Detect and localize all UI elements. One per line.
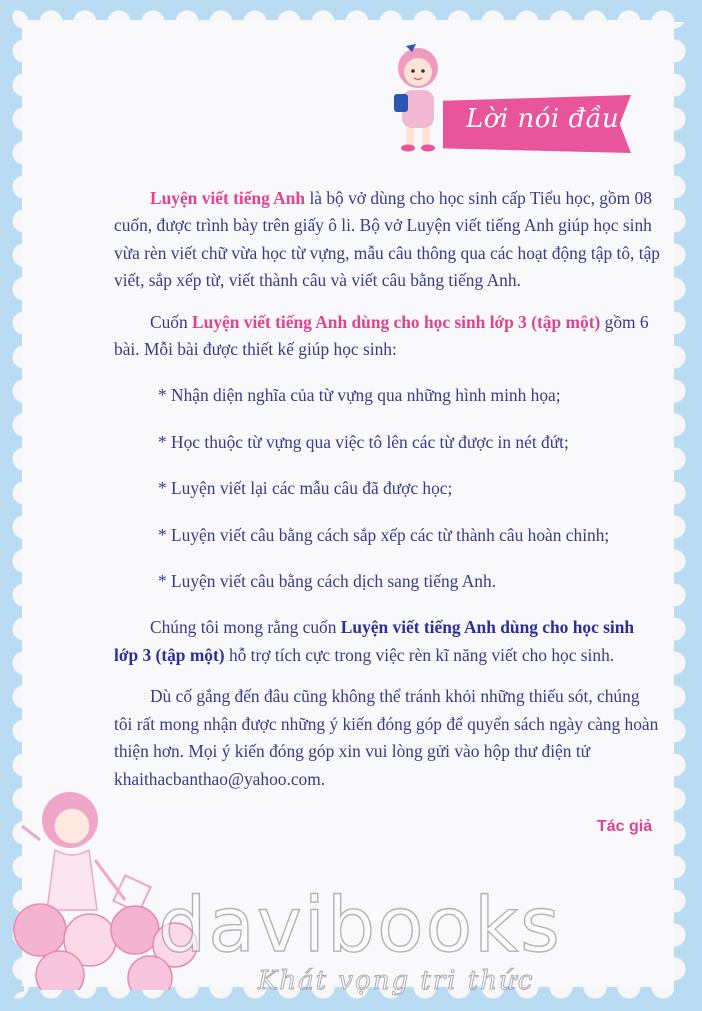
list-item: * Học thuộc từ vựng qua việc tô lên các từ được in nét đứt; [158, 431, 569, 452]
volume-title: Luyện viết tiếng Anh dùng cho học sinh lớp 3 (tập một) [192, 311, 601, 332]
watermark-brand: davibooks [158, 880, 562, 969]
hope-paragraph [114, 614, 662, 669]
volume-paragraph [114, 309, 662, 364]
girl-illustration [380, 38, 450, 158]
closing-paragraph: Dù cố gắng đến đâu cũng không thể tránh khỏi những thiếu sót, chúng tôi rất mong nhận được những ý kiến đóng góp để quyển sách ngày càng hoàn thiện hơn. Mọi ý kiến đóng góp xin vui lòng gửi vào hộp thư điện tử khaithacbanthao@yahoo.com. [114, 686, 659, 789]
hope-title: Luyện viết tiếng Anh dùng cho học sinh lớp 3 (tập một) [114, 617, 635, 665]
intro-paragraph [114, 185, 662, 295]
list-item: * Luyện viết câu bằng cách sắp xếp các từ thành câu hoàn chỉnh; [158, 524, 610, 545]
hope-prefix: Chúng tôi mong rằng cuốn [150, 617, 341, 638]
preface-body [114, 185, 662, 793]
frame-right [674, 0, 702, 1011]
book-name: Luyện viết tiếng Anh [150, 188, 306, 208]
intro-text: là bộ vở dùng cho học sinh cấp Tiểu học, gồm 08 cuốn, được trình bày trên giấy ô li. Bộ vở Luyện viết tiếng Anh giúp học sinh vừa rèn viết chữ vừa học từ vựng, mẫu câu thông qua các hoạt động tập tô, tập viết, sắp xếp từ, viết thành câu và viết câu bằng tiếng Anh. [114, 188, 660, 291]
list-item: * Luyện viết câu bằng cách dịch sang tiếng Anh. [158, 571, 497, 592]
hope-suffix: hỗ trợ tích cực trong việc rèn kĩ năng viết cho học sinh. [224, 644, 615, 665]
volume-prefix: Cuốn [150, 311, 193, 332]
volume-suffix: gồm 6 bài. Mỗi bài được thiết kế giúp học sinh: [114, 311, 649, 360]
list-item: * Luyện viết lại các mẫu câu đã được học; [158, 478, 453, 499]
watermark-slogan: Khát vọng tri thức [258, 966, 535, 996]
author-signature: Tác giả [597, 818, 653, 835]
list-item: * Nhận diện nghĩa của từ vựng qua những hình minh họa; [158, 385, 561, 406]
frame-top [0, 0, 702, 22]
page-title: Lời nói đầu [466, 104, 620, 134]
